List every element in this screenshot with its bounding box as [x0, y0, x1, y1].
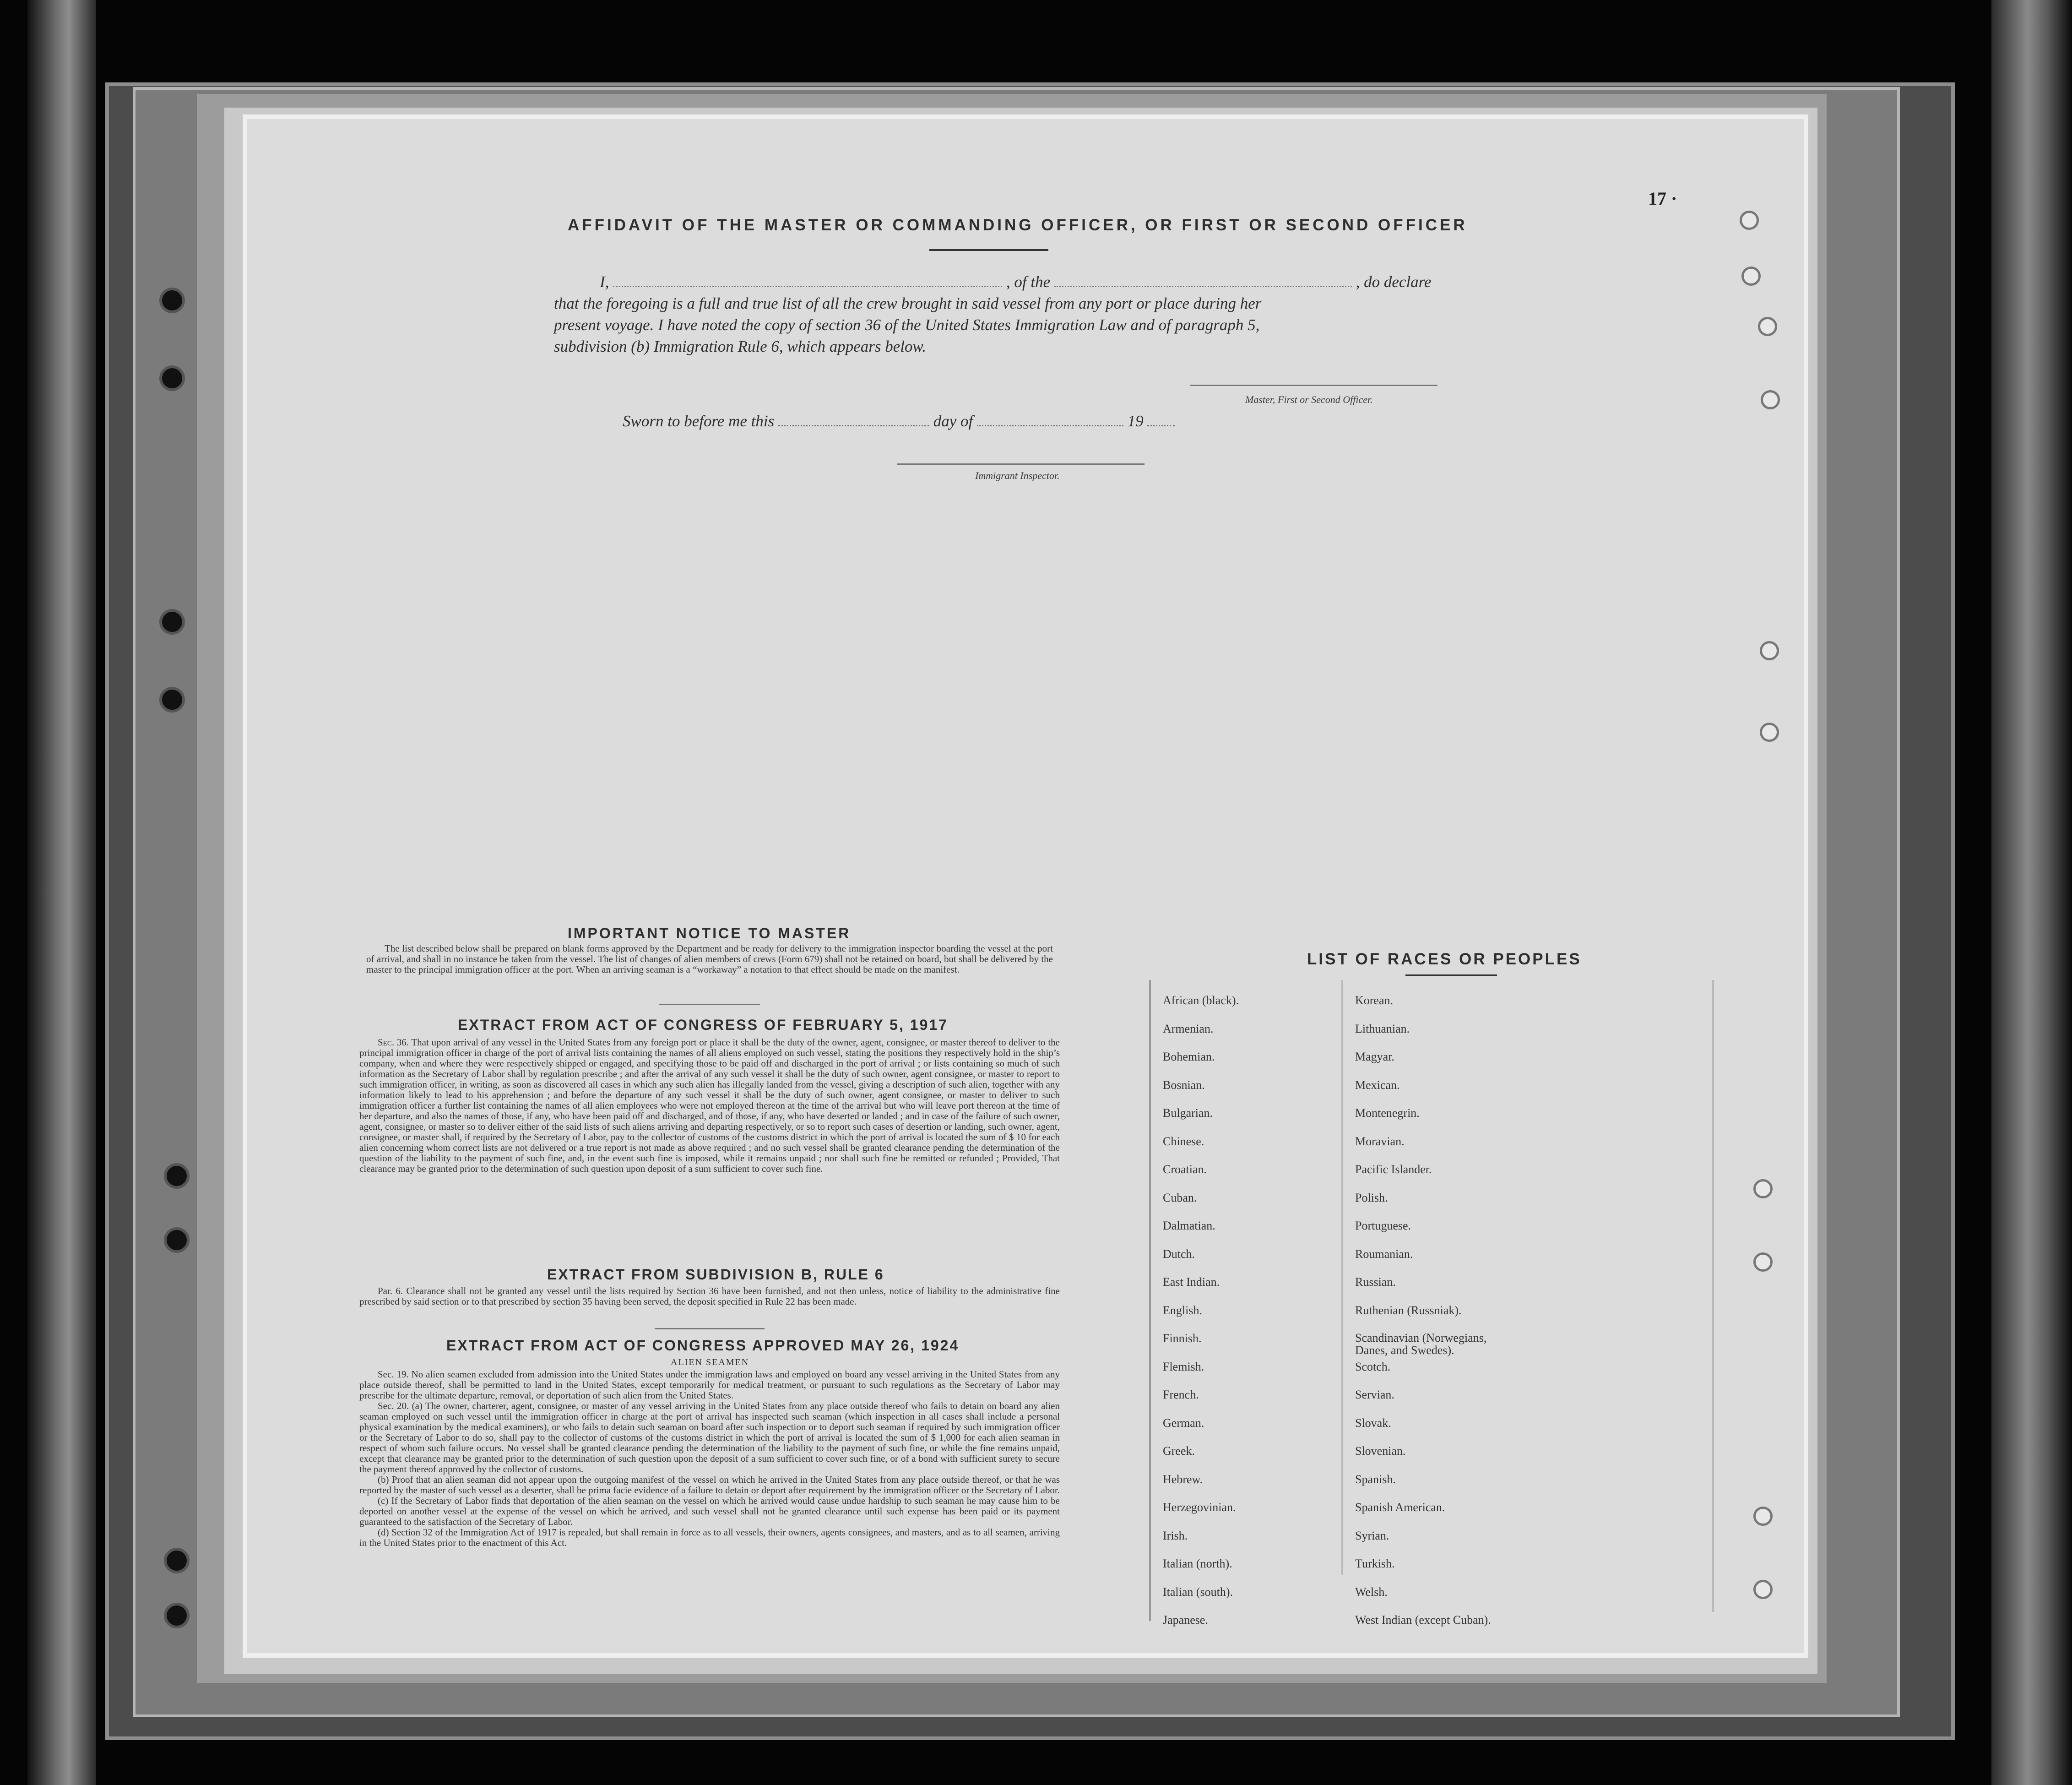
race-item: Armenian. [1163, 1022, 1214, 1035]
corner-mark: 17 · [1648, 188, 1677, 209]
extract-1924-paragraph: Sec. 19. No alien seamen excluded from admission into the United States under the immigration laws and employed on board any vessel arriving in the United States from any place outside thereof, shall be permitted to land in the United States, except temporarily for medical treatment, or pursuant to such regulations as the Secretary of Labor may prescribe for the ultimate departure, removal, or deportation of such alien from the United States. [359, 1369, 1060, 1401]
race-item: Moravian. [1355, 1134, 1405, 1148]
race-item: Pacific Islander. [1355, 1163, 1432, 1176]
race-item: Montenegrin. [1355, 1106, 1420, 1120]
punch-hole-icon [1758, 317, 1777, 336]
name-blank[interactable] [613, 286, 1002, 287]
binder-ring-icon [159, 687, 185, 713]
race-item: German. [1163, 1416, 1204, 1430]
race-item: Dutch. [1163, 1247, 1195, 1261]
sworn-month-blank[interactable] [977, 425, 1123, 426]
column-divider [1149, 980, 1151, 1621]
binder-ring-icon [164, 1548, 190, 1573]
sworn-line [623, 412, 1175, 430]
races-title-rule [1405, 974, 1497, 976]
extract-1917-section-label: Sec. 36. [378, 1037, 409, 1048]
binder-ring-icon [164, 1603, 190, 1628]
race-item: Bohemian. [1163, 1050, 1215, 1063]
punch-hole-icon [1741, 267, 1761, 286]
race-item: Italian (south). [1163, 1585, 1233, 1599]
race-item: Spanish American. [1355, 1501, 1445, 1514]
punch-hole-icon [1760, 723, 1779, 742]
extract-rule6-title: EXTRACT FROM SUBDIVISION B, RULE 6 [547, 1266, 884, 1283]
extract-1924-paragraph: (c) If the Secretary of Labor finds that deportation of the alien seaman on the vessel on which he arrived would cause undue hardship to such seaman he may cause him to be deported on another vessel at the expense of the vessel on which he arrived, and such vessel shall not be granted clearance until such expense has been paid or its payment guaranteed to the satisfaction of the Secretary of Labor. [359, 1495, 1060, 1527]
binder-ring-icon [164, 1227, 190, 1253]
race-item: Herzegovinian. [1163, 1501, 1236, 1514]
race-item: Servian. [1355, 1388, 1394, 1401]
punch-hole-icon [1753, 1507, 1773, 1526]
notice-body: The list described below shall be prepared on blank forms approved by the Department and be ready for delivery to the immigration inspector boarding the vessel at the port of arrival, and shall in no instance be taken from the vessel. The list of changes of alien members of crews (Form 679) shall not be retained on board, but shall be delivered by the master to the principal immigration officer at the port. When an arriving seaman is a “workaway” a notation to that effect should be made on the manifest. [366, 943, 1053, 975]
extract-rule6-body: Par. 6. Clearance shall not be granted any vessel until the lists required by Section 36 have been furnished, and not then unless, notice of liability to the administrative fine prescribed by said section or to that prescribed by section 35 having been served, the deposit specified in Rule 22 has been made. [359, 1285, 1060, 1307]
affidavit-of-the: , of the [1006, 273, 1051, 291]
section-divider [659, 1004, 760, 1005]
affidavit-i: I, [600, 273, 609, 291]
race-item: Japanese. [1163, 1613, 1208, 1627]
sworn-day-blank[interactable] [778, 425, 929, 426]
race-item: Syrian. [1355, 1529, 1389, 1542]
race-item: Polish. [1355, 1191, 1388, 1204]
punch-hole-icon [1761, 390, 1780, 409]
sworn-day-of: day of [933, 412, 973, 430]
race-item: French. [1163, 1388, 1199, 1401]
race-item: East Indian. [1163, 1275, 1220, 1289]
affidavit-title: AFFIDAVIT OF THE MASTER OR COMMANDING OFFICER, OR FIRST OR SECOND OFFICER [568, 216, 1468, 234]
section-divider [655, 1328, 765, 1329]
signature-line[interactable] [1190, 385, 1437, 386]
inspector-caption: Immigrant Inspector. [975, 470, 1060, 481]
extract-1924-subtitle: ALIEN SEAMEN [671, 1357, 749, 1367]
vessel-blank[interactable] [1054, 286, 1352, 287]
extract-1924-paragraph: (d) Section 32 of the Immigration Act of 1917 is repealed, but shall remain in force as to all vessels, their owners, agents consignees, and masters, and as to all seamen, arriving in the United States prior to the enactment of this Act. [359, 1527, 1060, 1548]
extract-1917-title: EXTRACT FROM ACT OF CONGRESS OF FEBRUARY 5, 1917 [458, 1017, 948, 1033]
race-item: Finnish. [1163, 1332, 1202, 1345]
binder-ring-icon [164, 1163, 190, 1189]
signature-caption: Master, First or Second Officer. [1245, 394, 1373, 405]
races-title: LIST OF RACES OR PEOPLES [1307, 950, 1582, 968]
sworn-prefix: Sworn to before me this [623, 412, 775, 430]
race-item: Scotch. [1355, 1360, 1391, 1373]
race-item: Bosnian. [1163, 1078, 1205, 1092]
race-item: English. [1163, 1303, 1202, 1317]
race-item: Roumanian. [1355, 1247, 1413, 1261]
race-item: Bulgarian. [1163, 1106, 1213, 1120]
race-item: Dalmatian. [1163, 1219, 1215, 1232]
race-item: Portuguese. [1355, 1219, 1411, 1232]
punch-hole-icon [1753, 1580, 1773, 1599]
race-item: Spanish. [1355, 1472, 1396, 1486]
race-item: Cuban. [1163, 1191, 1197, 1204]
inspector-signature-line[interactable] [897, 463, 1144, 465]
race-item: Turkish. [1355, 1557, 1395, 1570]
affidavit-do-declare: , do declare [1356, 273, 1432, 291]
race-item: Italian (north). [1163, 1557, 1232, 1570]
title-rule [929, 249, 1048, 251]
race-item: Slovenian. [1355, 1444, 1406, 1458]
races-divider [1341, 980, 1343, 1575]
race-item: Slovak. [1355, 1416, 1391, 1430]
race-item: African (black). [1163, 994, 1239, 1007]
affidavit-line-4: subdivision (b) Immigration Rule 6, which appears below. [554, 337, 927, 355]
extract-1917-text: That upon arrival of any vessel in the United States from any foreign port or place it shall be the duty of the owner, agent, consignee, or master thereof to deliver to the principal immigration officer in charge of the port of arrival lists containing the names of all aliens employed on such vessel, stating the positions they respectively hold in the ship’s company, when and where they were respectively shipped or engaged, and specifying those to be paid off and discharged in the port of arrival ; or lists containing so much of such information as the Secretary of Labor shall by regulation prescribe ; and after the arrival of any such vessel it shall be the duty of such owner, agent consignee, or master to report to such immigration officer, in writing, as soon as discovered all cases in which any such alien has illegally landed from the vessel, giving a description of such alien, together with any information likely to lead to his apprehension ; and before the departure of any such vessel it shall be the duty of such owner, agent consignee, or master to deliver to such immigration officer a further list containing the names of all alien employees who were not employed thereon at the time of the arrival but who will leave port thereon at the time of her departure, and also the names of those, if any, who have been paid off and discharged, and of those, if any, who have deserted or landed ; and in case of the failure of such owner, agent, consignee, or master so to deliver either of the said lists of such aliens arriving and departing respectively, or so to report such cases of desertion or landing, such owner, agent, consignee, or master shall, if required by the Secretary of Labor, pay to the collector of customs of the customs district in which the port of arrival is located the sum of $ 10 for each alien concerning whom correct lists are not delivered or a true report is not made as above required ; and no such vessel shall be granted clearance pending the determination of the question of the liability to the payment of such fine, and, in the event such fine is imposed, while it remains unpaid ; nor shall such fine be remitted or refunded ; Provided, That clearance may be granted prior to the determination of such question upon deposit of a sum sufficient to cover such fine. [359, 1037, 1060, 1174]
manifest-page [243, 114, 1808, 1658]
race-item: Magyar. [1355, 1050, 1394, 1063]
sworn-year-blank[interactable] [1147, 425, 1175, 426]
affidavit-line-1 [600, 273, 1432, 291]
race-item: Ruthenian (Russniak). [1355, 1303, 1462, 1317]
binder-ring-icon [159, 288, 185, 313]
race-item: Korean. [1355, 994, 1394, 1007]
race-item: Greek. [1163, 1444, 1195, 1458]
extract-1924-title: EXTRACT FROM ACT OF CONGRESS APPROVED MAY 26, 1924 [446, 1337, 960, 1354]
punch-hole-icon [1760, 641, 1779, 660]
binder-spine-left [27, 0, 96, 1785]
race-item: Irish. [1163, 1529, 1188, 1542]
race-item: Lithuanian. [1355, 1022, 1410, 1035]
notice-title: IMPORTANT NOTICE TO MASTER [568, 925, 851, 941]
extract-1924-paragraph: Sec. 20. (a) The owner, charterer, agent, consignee, or master of any vessel arriving in the United States from any place outside thereof who fails to detain on board any alien seaman employed on such vessel until the immigration officer in charge at the port of arrival has inspected such seaman (which inspection in all cases shall include a personal physical examination by the medical examiners), or who fails to detain such seaman on board after such inspection or to deport such seaman if required by such immigration officer or the Secretary of Labor to do so, shall pay to the collector of customs of the customs district in which the port of arrival is located the sum of $ 1,000 for each alien seaman in respect of whom such failure occurs. No vessel shall be granted clearance pending the determination of the liability to the payment of such fine, or while the fine remains unpaid, except that clearance may be granted prior to the determination of such question upon the deposit of a sum sufficient to cover such fine, or of a bond with sufficient surety to secure the payment thereof approved by the collector of customs. [359, 1400, 1060, 1475]
race-item: Hebrew. [1163, 1472, 1203, 1486]
affidavit-line-3: present voyage. I have noted the copy of section 36 of the United States Immigration Law and of paragraph 5, [554, 316, 1260, 334]
extract-1917-body [359, 1037, 1060, 1174]
binder-spine-right [1991, 0, 2072, 1785]
sworn-year: 19 [1127, 412, 1144, 430]
binder-ring-icon [159, 609, 185, 635]
race-item: Mexican. [1355, 1078, 1400, 1092]
punch-hole-icon [1753, 1252, 1773, 1272]
punch-hole-icon [1753, 1179, 1773, 1198]
punch-hole-icon [1740, 211, 1759, 230]
race-item: Welsh. [1355, 1585, 1388, 1599]
race-item: Chinese. [1163, 1134, 1204, 1148]
race-item: Russian. [1355, 1275, 1396, 1289]
extract-1924-paragraph: (b) Proof that an alien seaman did not appear upon the outgoing manifest of the vessel on which he arrived in the United States from any place outside thereof, or that he was reported by the master of such vessel as a deserter, shall be prima facie evidence of a failure to detain or deport after requirement by the immigration officer or the Secretary of Labor. [359, 1474, 1060, 1496]
race-item: West Indian (except Cuban). [1355, 1613, 1491, 1627]
races-divider-right [1712, 980, 1714, 1612]
race-item: Flemish. [1163, 1360, 1204, 1373]
race-item: Croatian. [1163, 1163, 1207, 1176]
binder-ring-icon [159, 365, 185, 391]
extract-1924-body [359, 1369, 1060, 1548]
race-item: Scandinavian (Norwegians, Danes, and Swedes). [1355, 1331, 1487, 1357]
affidavit-line-2: that the foregoing is a full and true list of all the crew brought in said vessel from any port or place during her [554, 294, 1262, 312]
